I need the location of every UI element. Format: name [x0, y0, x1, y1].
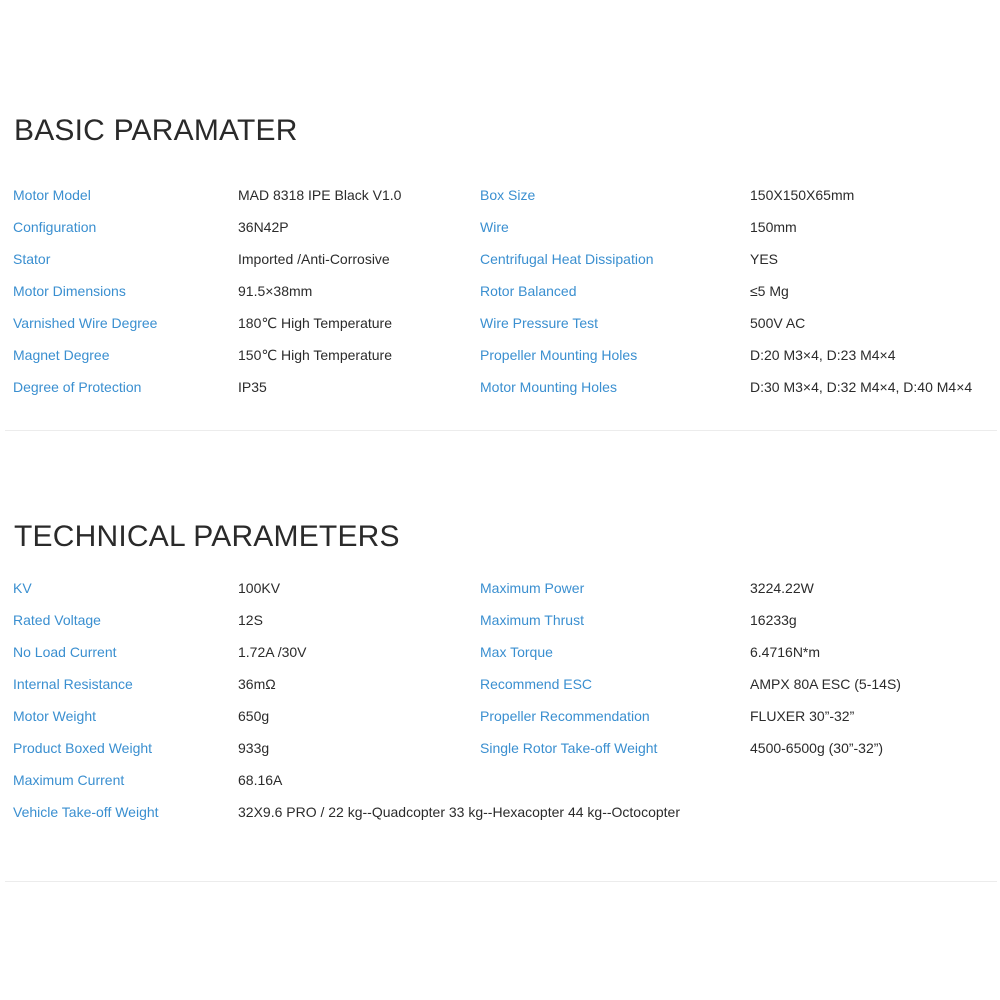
spec-value: 100KV: [238, 580, 281, 596]
spec-label: Magnet Degree: [13, 347, 110, 363]
spec-row: [0, 768, 1000, 792]
spec-label: KV: [13, 580, 32, 596]
spec-label: Rated Voltage: [13, 612, 101, 628]
spec-value: 36N42P: [238, 219, 289, 235]
technical-parameters-title: TECHNICAL PARAMETERS: [14, 520, 400, 553]
basic-parameter-title: BASIC PARAMATER: [14, 114, 298, 147]
spec-label: Box Size: [480, 187, 536, 203]
spec-label: Vehicle Take-off Weight: [13, 804, 159, 820]
spec-label: Degree of Protection: [13, 379, 142, 395]
spec-label: Product Boxed Weight: [13, 740, 153, 756]
spec-label: Max Torque: [480, 644, 553, 660]
spec-value: 150X150X65mm: [750, 187, 855, 203]
spec-label: Maximum Current: [13, 772, 125, 788]
spec-value: AMPX 80A ESC (5-14S): [750, 676, 901, 692]
spec-label: No Load Current: [13, 644, 117, 660]
spec-value: 500V AC: [750, 315, 806, 331]
spec-label: Single Rotor Take-off Weight: [480, 740, 658, 756]
spec-row: [0, 247, 1000, 271]
spec-label: Rotor Balanced: [480, 283, 577, 299]
spec-value: ≤5 Mg: [750, 283, 789, 299]
spec-row: [0, 215, 1000, 239]
spec-value: 68.16A: [238, 772, 283, 788]
spec-row: [0, 736, 1000, 760]
spec-value: 12S: [238, 612, 263, 628]
spec-row: [0, 800, 1000, 824]
spec-label: Centrifugal Heat Dissipation: [480, 251, 654, 267]
spec-row: [0, 640, 1000, 664]
spec-value: D:30 M3×4, D:32 M4×4, D:40 M4×4: [750, 379, 973, 395]
spec-label: Recommend ESC: [480, 676, 593, 692]
spec-label: Internal Resistance: [13, 676, 133, 692]
spec-label: Maximum Thrust: [480, 612, 584, 628]
spec-value: D:20 M3×4, D:23 M4×4: [750, 347, 896, 363]
spec-value: 4500-6500g (30”-32”): [750, 740, 884, 756]
spec-label: Motor Model: [13, 187, 91, 203]
spec-label: Stator: [13, 251, 51, 267]
spec-value: FLUXER 30”-32”: [750, 708, 855, 724]
spec-label: Configuration: [13, 219, 97, 235]
spec-value: 91.5×38mm: [238, 283, 313, 299]
spec-label: Motor Weight: [13, 708, 96, 724]
spec-row: [0, 279, 1000, 303]
spec-value: 150mm: [750, 219, 797, 235]
spec-value: 150℃ High Temperature: [238, 347, 392, 363]
spec-value: 180℃ High Temperature: [238, 315, 392, 331]
spec-label: Wire: [480, 219, 509, 235]
spec-value: 3224.22W: [750, 580, 814, 596]
spec-row: [0, 343, 1000, 367]
spec-row: [0, 311, 1000, 335]
spec-value: IP35: [238, 379, 267, 395]
spec-label: Propeller Mounting Holes: [480, 347, 638, 363]
spec-value: MAD 8318 IPE Black V1.0: [238, 187, 402, 203]
spec-value: 16233g: [750, 612, 797, 628]
spec-value: 6.4716N*m: [750, 644, 821, 660]
spec-value: 32X9.6 PRO / 22 kg--Quadcopter 33 kg--Hexacopter 44 kg--Octocopter: [238, 804, 680, 820]
spec-value: 650g: [238, 708, 270, 724]
spec-label: Motor Mounting Holes: [480, 379, 617, 395]
section-divider: [5, 430, 997, 431]
spec-label: Motor Dimensions: [13, 283, 126, 299]
section-divider: [5, 881, 997, 882]
spec-row: [0, 375, 1000, 399]
spec-value: 933g: [238, 740, 270, 756]
spec-label: Maximum Power: [480, 580, 585, 596]
spec-row: [0, 608, 1000, 632]
spec-value: Imported /Anti-Corrosive: [238, 251, 390, 267]
spec-row: [0, 704, 1000, 728]
spec-label: Varnished Wire Degree: [13, 315, 158, 331]
spec-value: YES: [750, 251, 779, 267]
spec-label: Wire Pressure Test: [480, 315, 598, 331]
spec-row: [0, 576, 1000, 600]
spec-row: [0, 672, 1000, 696]
spec-value: 36mΩ: [238, 676, 276, 692]
spec-value: 1.72A /30V: [238, 644, 307, 660]
spec-row: [0, 183, 1000, 207]
spec-label: Propeller Recommendation: [480, 708, 650, 724]
